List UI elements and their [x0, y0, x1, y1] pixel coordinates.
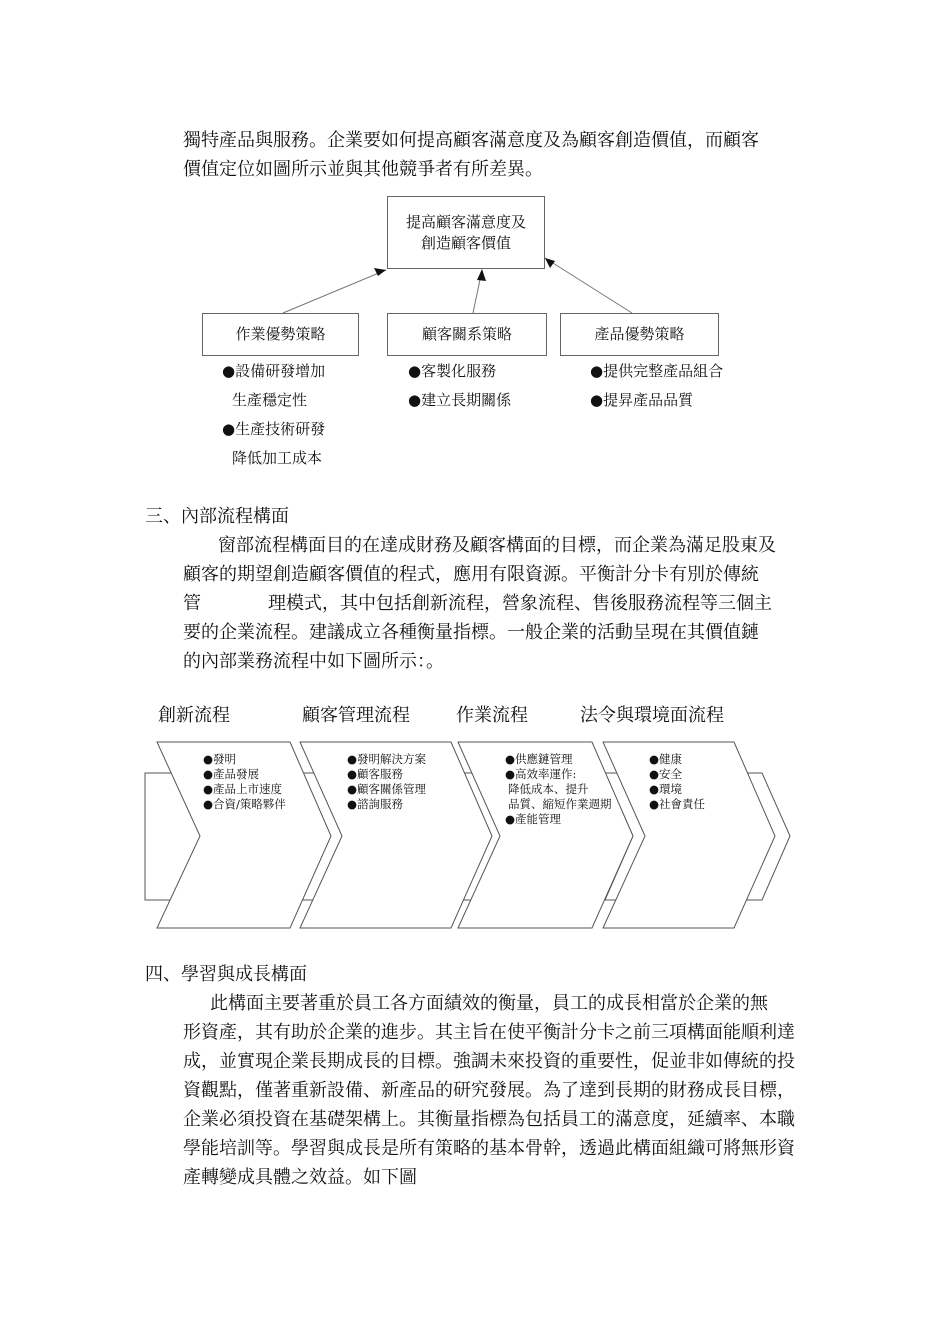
col1-item-3: ●生產技術研發	[222, 420, 326, 438]
operational-excellence-box: 作業優勢策略	[202, 313, 359, 356]
process-header-innovation: 創新流程	[158, 705, 230, 726]
customer-mgmt-item-3: ●顧客關係管理	[347, 782, 427, 796]
col1-item-1: ●設備研發增加	[222, 362, 326, 380]
customer-relationship-box: 顧客關系策略	[387, 313, 547, 356]
process-header-customer-management: 顧客管理流程	[302, 705, 410, 726]
section4-line-4: 資觀點，僅著重新設備、新產品的研究發展。為了達到長期的財務成長目標，	[183, 1080, 795, 1101]
innovation-item-2: ●產品發展	[203, 767, 260, 781]
section3-line-3a: 管	[183, 593, 201, 614]
section3-line-1: 窗部流程構面目的在達成財務及顧客構面的目標，而企業為滿足股東及	[218, 535, 776, 556]
col3-item-1: ●提供完整產品組合	[590, 362, 724, 380]
section4-line-2: 形資產，其有助於企業的進步。其主旨在使平衡計分卡之前三項構面能順利達	[183, 1022, 795, 1043]
section4-line-6: 學能培訓等。學習與成長是所有策略的基本骨幹，透過此構面組織可將無形資	[183, 1138, 795, 1159]
customer-mgmt-item-4: ●諮詢服務	[347, 797, 404, 811]
process-header-operations: 作業流程	[456, 705, 528, 726]
section3-line-3b: 理模式，其中包括創新流程，營象流程、售後服務流程等三個主	[268, 593, 772, 614]
goal-box-line-2: 創造顧客價值	[420, 233, 511, 252]
section4-line-5: 企業必須投資在基礎架構上。其衡量指標為包括員工的滿意度，延續率、本職	[183, 1109, 795, 1130]
section4-line-3: 成，並實現企業長期成長的目標。強調未來投資的重要性，促並非如傳統的投	[183, 1051, 795, 1072]
operations-item-5: ●產能管理	[505, 812, 562, 826]
intro-line-2: 價值定位如圖所示並與其他競爭者有所差異。	[183, 159, 543, 180]
section3-line-2: 顧客的期望創造顧客價值的程式，應用有限資源。平衡計分卡有別於傳統	[183, 564, 759, 585]
section4-line-7: 產轉變成具體之效益。如下圖	[183, 1167, 417, 1188]
section4-heading: 四、學習與成長構面	[145, 964, 307, 985]
customer-mgmt-item-1: ●發明解決方案	[347, 752, 427, 766]
col2-item-1: ●客製化服務	[408, 362, 497, 380]
regulatory-item-4: ●社會責任	[649, 797, 706, 811]
operations-item-2: ●高效率運作:	[505, 767, 577, 781]
regulatory-item-3: ●環境	[649, 782, 683, 796]
section3-line-4: 要的企業流程。建議成立各種衡量指標。一般企業的活動呈現在其價值鏈	[183, 622, 759, 643]
intro-line-1: 獨特產品與服務。企業要如何提高顧客滿意度及為顧客創造價值，而顧客	[183, 130, 759, 151]
innovation-item-4: ●合資/策略夥伴	[203, 797, 286, 811]
operations-item-1: ●供應鏈管理	[505, 752, 573, 766]
operations-item-4: 品質、縮短作業週期	[508, 797, 612, 811]
col1-item-2: 生產穩定性	[232, 391, 308, 409]
section4-line-1: 此構面主要著重於員工各方面績效的衡量，員工的成長相當於企業的無	[210, 993, 768, 1014]
product-leadership-box: 產品優勢策略	[560, 313, 719, 356]
regulatory-item-1: ●健康	[649, 752, 683, 766]
goal-box-line-1: 提高顧客滿意度及	[405, 212, 526, 231]
innovation-item-1: ●發明	[203, 752, 237, 766]
col3-item-2: ●提昇產品品質	[590, 391, 694, 409]
regulatory-item-2: ●安全	[649, 767, 683, 781]
innovation-item-3: ●產品上市速度	[203, 782, 283, 796]
section3-line-5: 的內部業務流程中如下圖所示：。	[183, 651, 444, 672]
col1-item-4: 降低加工成本	[232, 449, 323, 467]
col2-item-2: ●建立長期關係	[408, 391, 512, 409]
customer-mgmt-item-2: ●顧客服務	[347, 767, 404, 781]
section3-heading: 三、內部流程構面	[145, 506, 289, 527]
operations-item-3: 降低成本、提升	[508, 782, 589, 796]
process-header-regulatory: 法令與環境面流程	[580, 705, 724, 726]
